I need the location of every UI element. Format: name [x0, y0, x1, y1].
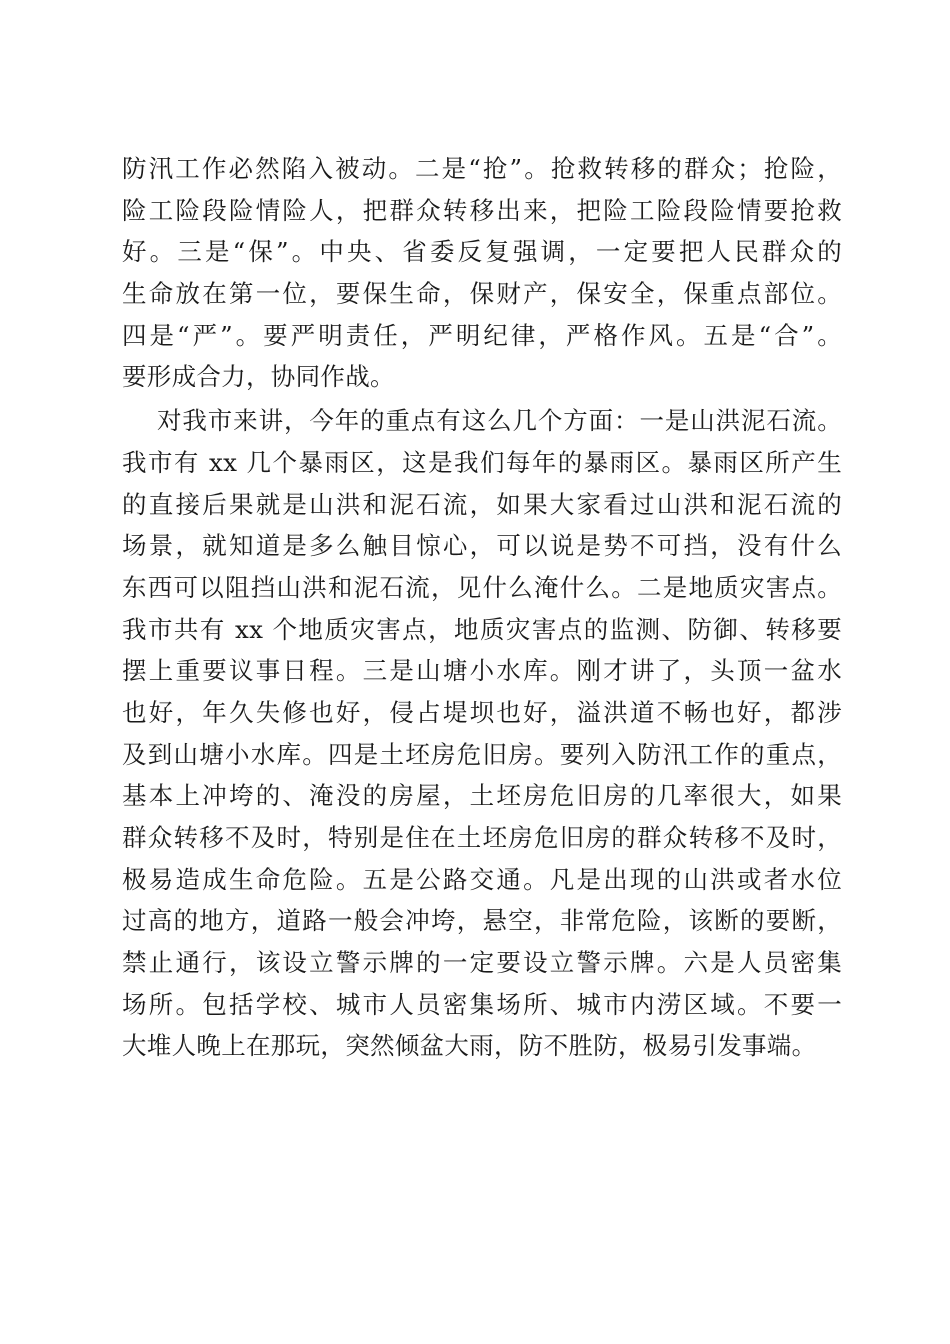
paragraph-line: 我市有 xx 几个暴雨区，这是我们每年的暴雨区。暴雨区所产生: [122, 447, 842, 477]
paragraph-line: 对我市来讲，今年的重点有这么几个方面：一是山洪泥石流。: [157, 406, 842, 436]
document-body: [122, 148, 842, 1067]
paragraph-line: 基本上冲垮的、淹没的房屋，土坯房危旧房的几率很大，如果: [122, 781, 842, 811]
paragraph-line: 过高的地方，道路一般会冲垮，悬空，非常危险，该断的要断，: [122, 906, 842, 936]
paragraph-line: 防汛工作必然陷入被动。二是“抢”。抢救转移的群众；抢险，: [122, 154, 842, 183]
paragraph-2: [122, 400, 842, 1067]
paragraph-line: 场景，就知道是多么触目惊心，可以说是势不可挡，没有什么: [122, 531, 842, 561]
paragraph-line: 禁止通行，该设立警示牌的一定要设立警示牌。六是人员密集: [122, 948, 842, 978]
paragraph-line: 群众转移不及时，特别是住在土坯房危旧房的群众转移不及时，: [122, 823, 842, 852]
paragraph-line: 生命放在第一位，要保生命，保财产，保安全，保重点部位。: [122, 279, 842, 309]
paragraph-line: 场所。包括学校、城市人员密集场所、城市内涝区域。不要一: [122, 989, 842, 1019]
paragraph-line: 我市共有 xx 个地质灾害点，地质灾害点的监测、防御、转移要: [122, 614, 842, 644]
paragraph-line: 四是“严”。要严明责任，严明纪律，严格作风。五是“合”。: [122, 320, 842, 350]
paragraph-line: 摆上重要议事日程。三是山塘小水库。刚才讲了，头顶一盆水: [122, 656, 842, 686]
paragraph-line: 大堆人晚上在那玩，突然倾盆大雨，防不胜防，极易引发事端。: [122, 1031, 817, 1061]
paragraph-line: 东西可以阻挡山洪和泥石流，见什么淹什么。二是地质灾害点。: [122, 572, 842, 602]
paragraph-line: 的直接后果就是山洪和泥石流，如果大家看过山洪和泥石流的: [122, 489, 842, 519]
paragraph-line: 好。三是“保”。中央、省委反复强调，一定要把人民群众的: [122, 237, 842, 267]
paragraph-line: 及到山塘小水库。四是土坯房危旧房。要列入防汛工作的重点，: [122, 739, 842, 769]
paragraph-1: [122, 148, 842, 398]
paragraph-line: 要形成合力，协同作战。: [122, 362, 395, 392]
paragraph-line: 极易造成生命危险。五是公路交通。凡是出现的山洪或者水位: [122, 864, 842, 894]
paragraph-line: 也好，年久失修也好，侵占堤坝也好，溢洪道不畅也好，都涉: [122, 697, 842, 727]
paragraph-line: 险工险段险情险人，把群众转移出来，把险工险段险情要抢救: [122, 195, 842, 225]
